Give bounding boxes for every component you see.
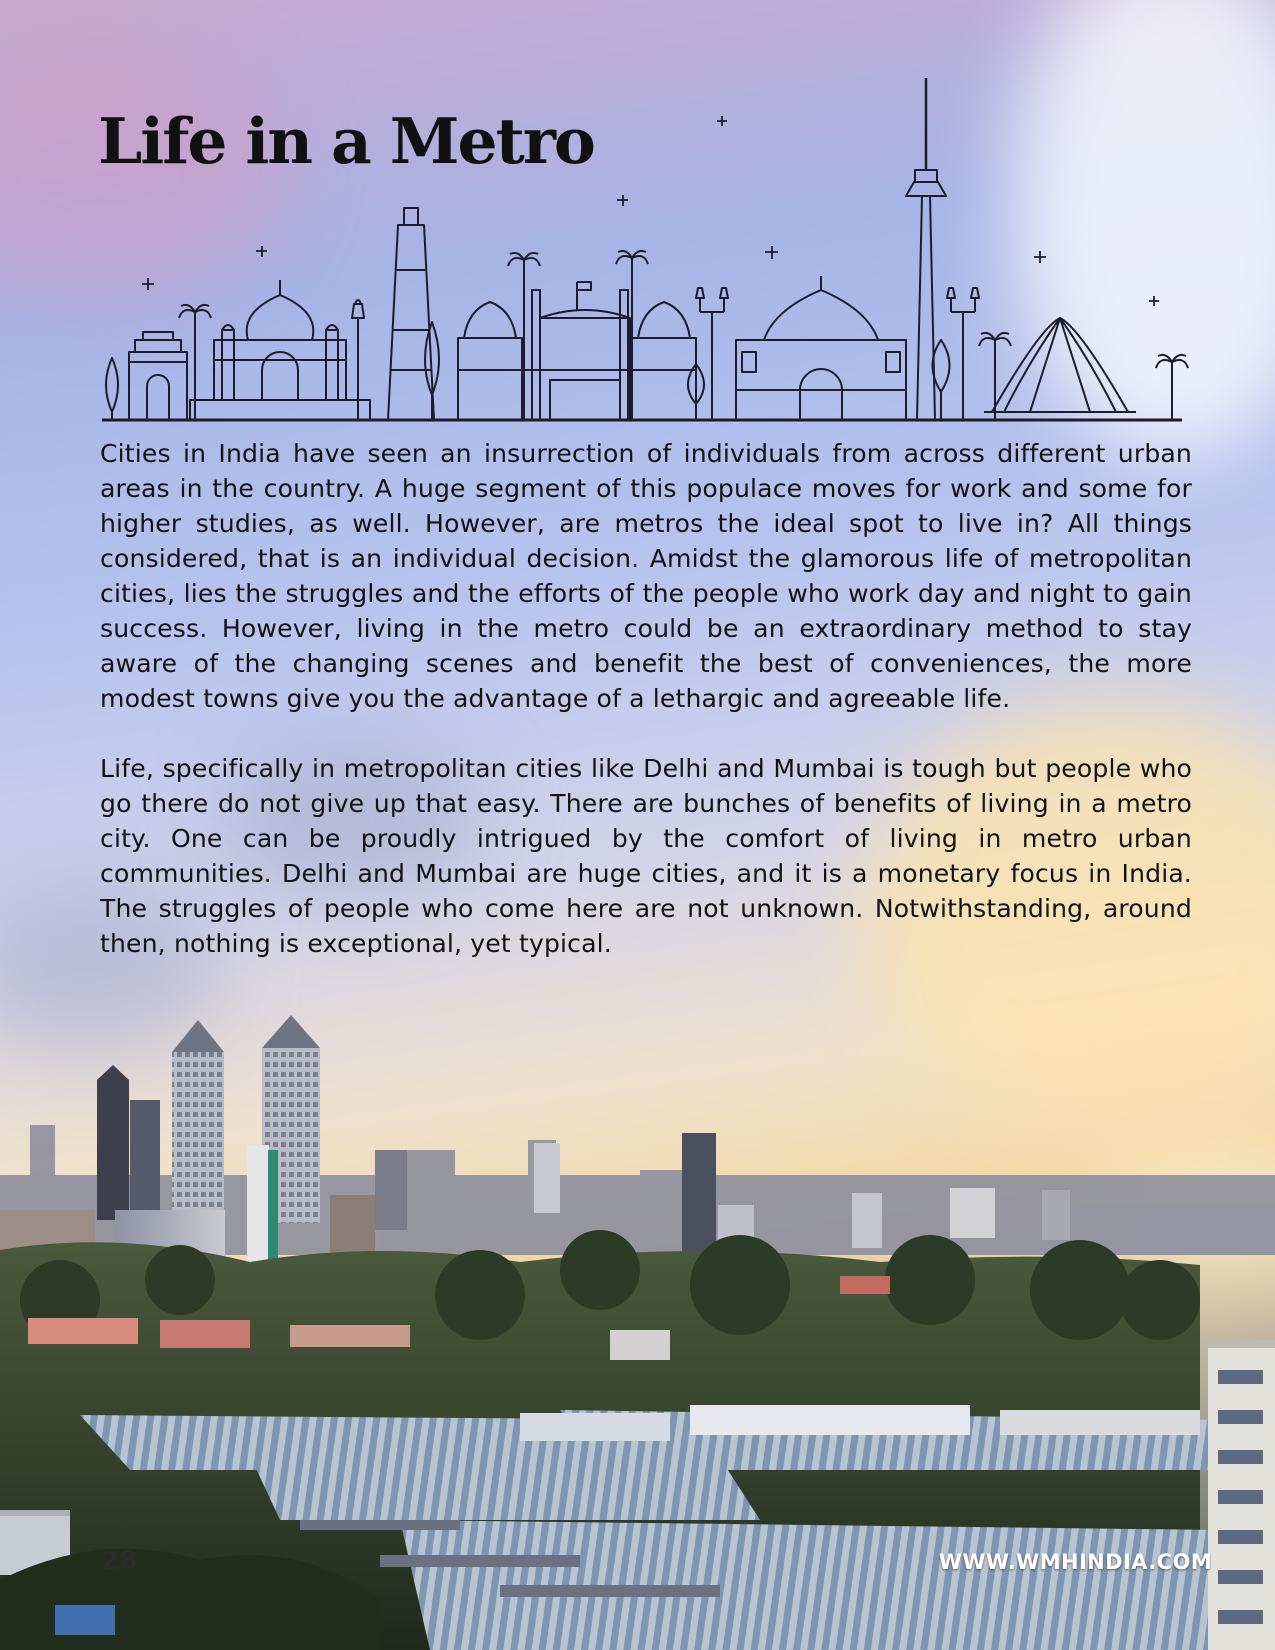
lotus-temple-icon: [984, 318, 1136, 412]
website-link[interactable]: WWW.WMHINDIA.COM: [938, 1550, 1212, 1574]
article-body: [100, 436, 1192, 996]
india-gate-icon: [129, 332, 187, 420]
humayun-tomb-icon: [190, 280, 370, 420]
delhi-skyline-illustration: [0, 0, 1275, 430]
article-title: Life in a Metro: [98, 104, 594, 178]
palm-tree-icon: [179, 251, 1188, 420]
street-lamp-icon: [352, 288, 979, 420]
red-fort-icon: [458, 282, 696, 420]
article-paragraph: Life, specifically in metropolitan cities like Delhi and Mumbai is tough but people who go there do not give up that easy. There are bunches of benefits of living in a metro city. One can be proudly intrigued by the comfort of living in metro urban communities. Delhi and Mumbai are huge cities, and it is a monetary focus in India. The struggles of people who come here are not unknown. Notwithstanding, around then, nothing is exceptional, yet typical.: [100, 754, 1192, 958]
page-number: 28: [101, 1546, 138, 1576]
tv-tower-icon: [906, 78, 946, 420]
palace-icon: [736, 276, 906, 420]
sparkle-icon: [142, 116, 1159, 306]
article-paragraph: Cities in India have seen an insurrection of individuals from across different urban areas in the country. A huge segment of this populace moves for work and some for higher studies, as well. However, are metros the ideal spot to live in? All things considered, that is an individual decision. Amidst the glamorous life of metropolitan cities, lies the struggles and the efforts of the people who work day and night to gain success. However, living in the metro could be an extraordinary method to stay aware of the changing scenes and benefit the best of conveniences, the more modest towns give you the advantage of a lethargic and agreeable life.: [100, 439, 1192, 713]
qutub-minar-icon: [388, 208, 434, 420]
